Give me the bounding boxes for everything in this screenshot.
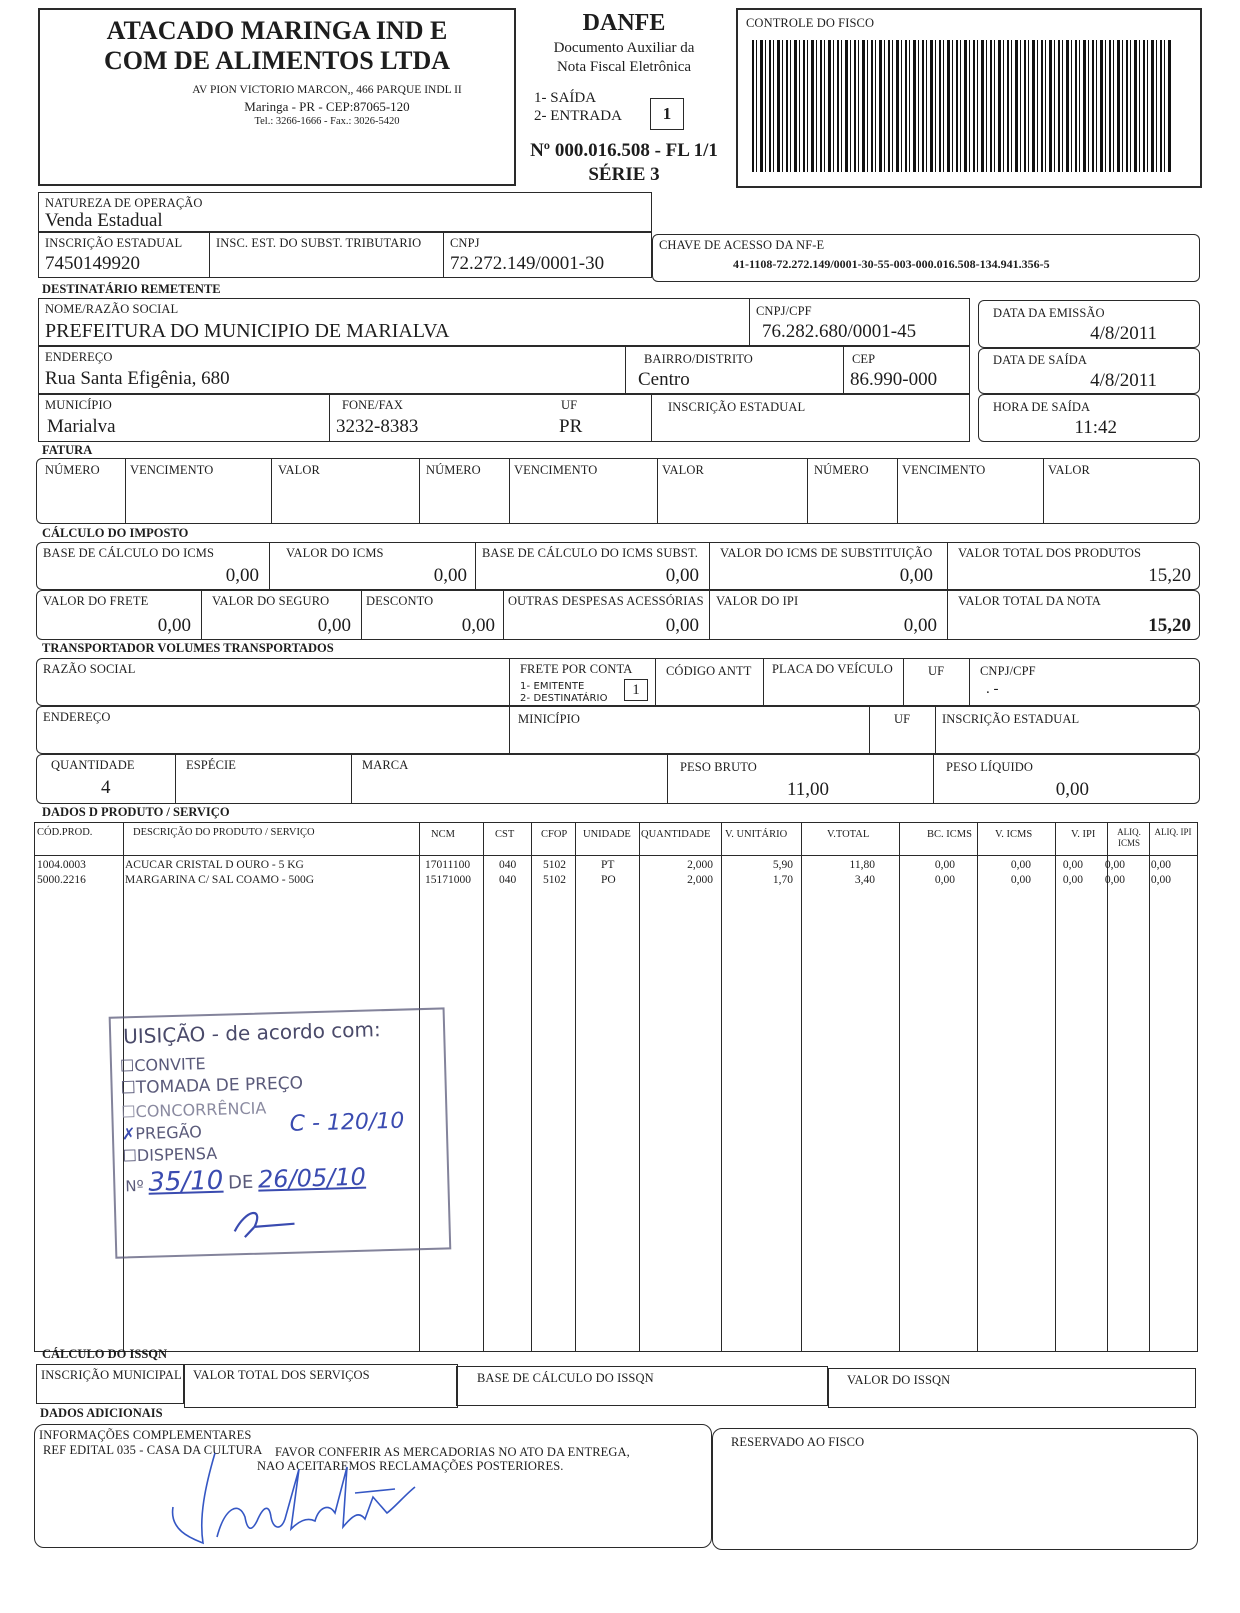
danfe-subtitle1: Documento Auxiliar da [553, 40, 695, 56]
cell-qtd: 2,000 [687, 874, 713, 886]
ie-value: 7450149920 [45, 253, 140, 274]
desconto-value: 0,00 [461, 615, 495, 636]
transp-uf2-label: UF [894, 712, 911, 726]
hora-box [978, 394, 1200, 442]
danfe-title: DANFE [582, 10, 666, 36]
stamp-title: UISIÇÃO - de acordo com: [122, 1017, 381, 1049]
issuer-cnpj-label: CNPJ [450, 236, 480, 250]
col-vicms [977, 823, 978, 1351]
imposto-cell [503, 591, 709, 639]
stamp-check-icon: ✗ [121, 1124, 136, 1144]
transp-cell [903, 659, 969, 705]
fatura-box [36, 458, 1200, 524]
endereco-label: ENDEREÇO [45, 350, 113, 364]
emissao-value: 4/8/2011 [1090, 323, 1157, 344]
cell-unidade: PO [601, 874, 616, 886]
base-icms-label: BASE DE CÁLCULO DO ICMS [43, 546, 215, 560]
products-header-line [35, 855, 1197, 856]
valor-st-value: 0,00 [899, 565, 933, 586]
ph-desc: DESCRIÇÃO DO PRODUTO / SERVIÇO [133, 827, 315, 838]
transp-endereco-label: ENDEREÇO [43, 710, 111, 724]
transp-cell [969, 659, 1199, 705]
bairro-cell [625, 347, 843, 393]
danfe-subtitle2: Nota Fiscal Eletrônica [556, 59, 692, 75]
transp-cell [935, 707, 1199, 753]
fatura-numero-2: NÚMERO [426, 463, 481, 477]
transport-row2 [36, 706, 1200, 754]
imposto-cell [709, 543, 943, 589]
recipient-row1 [38, 298, 970, 346]
info-box [34, 1424, 712, 1548]
info-note2: NAO ACEITAREMOS RECLAMAÇÕES POSTERIORES. [257, 1459, 564, 1473]
fatura-col [807, 459, 897, 523]
recipient-cnpj-cell [749, 299, 969, 345]
transp-frete-label: FRETE POR CONTA [520, 662, 633, 676]
chave-value: 41-1108-72.272.149/0001-30-55-003-000.016.508-134.941.356-5 [733, 257, 1050, 271]
transp-especie-label: ESPÉCIE [186, 758, 237, 772]
fone-cell [329, 395, 549, 441]
uf-label: UF [561, 398, 578, 412]
transp-peso-bruto-value: 11,00 [786, 779, 829, 800]
transp-placa-label: PLACA DO VEÍCULO [772, 662, 893, 676]
fatura-vencimento-2: VENCIMENTO [514, 463, 598, 477]
fatura-valor-1: VALOR [278, 463, 320, 477]
col-cfop [531, 823, 532, 1351]
stamp-option-dispensa: ☐DISPENSA [122, 1143, 218, 1166]
issuer-phones: Tel.: 3266-1666 - Fax.: 3026-5420 [254, 116, 400, 127]
transp-cell [509, 707, 869, 753]
transport-section-title: TRANSPORTADOR VOLUMES TRANSPORTADOS [42, 641, 334, 655]
col-vunit [721, 823, 722, 1351]
fatura-valor-3: VALOR [1048, 463, 1090, 477]
transp-cell [175, 755, 351, 803]
table-row [35, 859, 1197, 874]
emissao-label: DATA DA EMISSÃO [993, 306, 1105, 320]
stamp-opt4-label: PREGÃO [135, 1122, 203, 1144]
frete-value: 0,00 [157, 615, 191, 636]
transp-municipio-label: MINICÍPIO [518, 712, 581, 726]
uf-value: PR [559, 416, 583, 437]
fatura-numero-3: NÚMERO [814, 463, 869, 477]
stamp-opt1-label: CONVITE [134, 1054, 206, 1076]
ph-vunit: V. UNITÁRIO [725, 829, 788, 840]
transp-frete-opt2: 2- DESTINATÁRIO [520, 693, 608, 704]
outras-label: OUTRAS DESPESAS ACESSÓRIAS [508, 594, 704, 608]
ie-st-cell [209, 233, 439, 277]
stamp-opt3-label: CONCORRÊNCIA [135, 1098, 267, 1122]
issuer-box [38, 8, 516, 186]
fatura-col [419, 459, 509, 523]
fatura-col [657, 459, 807, 523]
issqn-base-cell [456, 1366, 828, 1406]
natureza-value: Venda Estadual [45, 210, 163, 231]
cell-cfop: 5102 [543, 859, 566, 871]
ipi-label: VALOR DO IPI [716, 594, 799, 608]
ph-aliq-icms: ALIQ. ICMS [1117, 827, 1141, 848]
stamp-no-value: 35/10 [147, 1165, 224, 1198]
desconto-label: DESCONTO [366, 594, 434, 608]
col-cst [483, 823, 484, 1351]
fone-value: 3232-8383 [336, 416, 419, 437]
stamp-opt5-label: DISPENSA [136, 1143, 218, 1166]
ph-vtotal: V.TOTAL [827, 829, 870, 840]
cell-aliq-icms: 0,00 [1104, 874, 1125, 886]
recipient-section-title: DESTINATÁRIO REMETENTE [42, 282, 221, 296]
transp-qtd-label: QUANTIDADE [51, 758, 135, 772]
transp-cell [667, 755, 929, 803]
ie-row [38, 232, 652, 278]
natureza-label: NATUREZA DE OPERAÇÃO [45, 196, 203, 210]
fatura-vencimento-3: VENCIMENTO [902, 463, 986, 477]
imposto-cell [201, 591, 361, 639]
issqn-valor-label: VALOR DO ISSQN [847, 1373, 951, 1387]
cell-desc: ACUCAR CRISTAL D OURO - 5 KG [125, 859, 304, 871]
fone-label: FONE/FAX [342, 398, 403, 412]
cell-bcicms: 0,00 [934, 859, 955, 871]
additional-section-title: DADOS ADICIONAIS [40, 1406, 163, 1420]
transp-razao-label: RAZÃO SOCIAL [43, 662, 136, 676]
recipient-ie-label: INSCRIÇÃO ESTADUAL [668, 400, 806, 414]
transp-cell [933, 755, 1199, 803]
imposto-cell [709, 591, 947, 639]
saida-label: DATA DE SAÍDA [993, 353, 1088, 367]
danfe-type-box: 1 [650, 98, 684, 130]
chave-box [652, 234, 1200, 282]
imposto-row1 [36, 542, 1200, 590]
info-label: INFORMAÇÕES COMPLEMENTARES [39, 1428, 252, 1442]
stamp-option-pregao [122, 1122, 202, 1143]
table-row [35, 874, 1197, 889]
saida-box [978, 348, 1200, 394]
transp-antt-label: CÓDIGO ANTT [666, 664, 752, 678]
transp-frete-value: 1 [624, 679, 648, 701]
imposto-section-title: CÁLCULO DO IMPOSTO [42, 526, 189, 540]
ph-cst: CST [495, 829, 515, 840]
stamp-de-label: DE [227, 1171, 254, 1194]
stamp-date-value: 26/05/10 [257, 1162, 367, 1194]
ph-vicms: V. ICMS [995, 829, 1033, 840]
cell-unidade: PT [601, 859, 615, 871]
imposto-cell [947, 543, 1199, 589]
fatura-col [125, 459, 271, 523]
fisco-control-label: CONTROLE DO FISCO [746, 16, 875, 30]
imposto-cell [475, 543, 709, 589]
ph-unidade: UNIDADE [583, 829, 631, 840]
frete-label: VALOR DO FRETE [43, 594, 149, 608]
recipient-cnpj-value: 76.282.680/0001-45 [762, 321, 917, 342]
danfe-block [518, 8, 730, 188]
cell-aliq-ipi: 0,00 [1150, 874, 1171, 886]
col-vipi [1055, 823, 1056, 1351]
reservado-box [712, 1428, 1198, 1550]
transp-peso-liq-label: PESO LÍQUIDO [946, 760, 1033, 774]
base-st-value: 0,00 [665, 565, 699, 586]
issqn-base-label: BASE DE CÁLCULO DO ISSQN [477, 1371, 654, 1385]
col-qtd [639, 823, 640, 1351]
stamp-opt2-label: TOMADA DE PREÇO [135, 1073, 304, 1099]
municipio-value: Marialva [47, 416, 116, 437]
issqn-im-cell [36, 1364, 184, 1404]
cell-bcicms: 0,00 [934, 874, 955, 886]
col-bcicms [899, 823, 900, 1351]
uf-cell [549, 395, 651, 441]
cell-aliq-ipi: 0,00 [1150, 859, 1171, 871]
transp-peso-bruto-label: PESO BRUTO [680, 760, 757, 774]
issqn-im-label: INSCRIÇÃO MUNICIPAL [41, 1368, 182, 1382]
transp-cnpj-value: . - [986, 681, 999, 697]
cell-qtd: 2,000 [687, 859, 713, 871]
issqn-box [36, 1364, 1196, 1408]
recipient-nome-value: PREFEITURA DO MUNICIPIO DE MARIALVA [45, 320, 450, 342]
bairro-label: BAIRRO/DISTRITO [644, 352, 753, 366]
imposto-cell [947, 591, 1199, 639]
issuer-cnpj-value: 72.272.149/0001-30 [450, 253, 605, 274]
transp-cell [655, 659, 763, 705]
col-aliq-ipi [1149, 823, 1150, 1351]
cell-vipi: 0,00 [1062, 874, 1083, 886]
emissao-box [978, 300, 1200, 348]
transp-peso-liq-value: 0,00 [1055, 779, 1089, 800]
valor-icms-label: VALOR DO ICMS [286, 546, 384, 560]
fatura-col [897, 459, 1043, 523]
cell-vicms: 0,00 [1010, 859, 1031, 871]
transp-cell [351, 755, 663, 803]
cell-cst: 040 [499, 859, 517, 871]
cell-vipi: 0,00 [1062, 859, 1083, 871]
cell-cst: 040 [499, 874, 517, 886]
fatura-valor-2: VALOR [662, 463, 704, 477]
cell-cod: 1004.0003 [37, 859, 86, 871]
signature [159, 1447, 429, 1547]
recipient-nome-label: NOME/RAZÃO SOCIAL [45, 302, 179, 316]
ph-ncm: NCM [431, 829, 455, 840]
ph-aliq-ipi: ALIQ. IPI [1154, 827, 1192, 837]
cep-label: CEP [852, 352, 876, 366]
issqn-valor-cell [828, 1368, 1196, 1408]
recipient-row2 [38, 346, 970, 394]
reservado-label: RESERVADO AO FISCO [731, 1435, 865, 1449]
products-section-title: DADOS D PRODUTO / SERVIÇO [42, 805, 230, 819]
cell-ncm: 17011100 [425, 859, 471, 871]
cell-vtotal: 11,80 [849, 859, 875, 871]
cell-vunit: 5,90 [772, 859, 793, 871]
cell-vtotal: 3,40 [854, 874, 875, 886]
cep-cell [843, 347, 969, 393]
ph-bcicms: BC. ICMS [927, 829, 972, 840]
chave-label: CHAVE DE ACESSO DA NF-E [659, 238, 825, 252]
stamp-option-concorrencia: ☐CONCORRÊNCIA [121, 1098, 267, 1122]
recipient-row3 [38, 394, 970, 442]
municipio-label: MUNICÍPIO [45, 398, 112, 412]
fatura-col [271, 459, 419, 523]
transp-marca-label: MARCA [362, 758, 409, 772]
issqn-section-title: CÁLCULO DO ISSQN [42, 1347, 168, 1361]
valor-st-label: VALOR DO ICMS DE SUBSTITUIÇÃO [720, 546, 933, 560]
seguro-label: VALOR DO SEGURO [212, 594, 330, 608]
outras-value: 0,00 [665, 615, 699, 636]
total-nota-value: 15,20 [1148, 615, 1191, 636]
total-nota-label: VALOR TOTAL DA NOTA [958, 594, 1101, 608]
stamp-option-tomada: ☐TOMADA DE PREÇO [120, 1073, 304, 1099]
danfe-option-saida: 1- SAÍDA [534, 90, 597, 106]
transp-qtd-value: 4 [101, 777, 111, 798]
hora-value: 11:42 [1074, 417, 1117, 438]
cell-cod: 5000.2216 [37, 874, 86, 886]
transp-cell [869, 707, 935, 753]
stamp-hand-code: C - 120/10 [289, 1108, 405, 1137]
total-produtos-label: VALOR TOTAL DOS PRODUTOS [958, 546, 1142, 560]
barcode [752, 40, 1172, 172]
stamp-option-convite: ☐CONVITE [119, 1054, 206, 1076]
stamp-initial-scribble [224, 1201, 305, 1243]
transp-frete-cell [509, 659, 655, 705]
cell-aliq-icms: 0,00 [1104, 859, 1125, 871]
ph-cfop: CFOP [541, 829, 568, 840]
transp-cnpj-label: CNPJ/CPF [980, 664, 1036, 678]
recipient-cnpj-label: CNPJ/CPF [756, 304, 812, 318]
cell-vunit: 1,70 [772, 874, 793, 886]
seguro-value: 0,00 [317, 615, 351, 636]
cell-cfop: 5102 [543, 874, 566, 886]
ph-cod: CÓD.PROD. [37, 827, 93, 838]
fatura-section-title: FATURA [42, 443, 93, 457]
fatura-numero-1: NÚMERO [45, 463, 100, 477]
base-icms-value: 0,00 [225, 565, 259, 586]
cell-ncm: 15171000 [425, 874, 471, 886]
issuer-city: Maringa - PR - CEP:87065-120 [244, 99, 410, 114]
imposto-row2 [36, 590, 1200, 640]
col-vtotal [801, 823, 802, 1351]
issuer-address: AV PION VICTORIO MARCON,, 466 PARQUE INDL II [192, 84, 462, 96]
fisco-control-box [736, 8, 1202, 188]
ie-st-label: INSC. EST. DO SUBST. TRIBUTARIO [216, 236, 422, 250]
ie-label: INSCRIÇÃO ESTADUAL [45, 236, 183, 250]
cep-value: 86.990-000 [850, 369, 938, 390]
issuer-name-line2: COM DE ALIMENTOS LTDA [103, 46, 451, 75]
cell-desc: MARGARINA C/ SAL COAMO - 500G [125, 874, 315, 886]
transp-frete-opt1: 1- EMITENTE [520, 681, 585, 692]
procurement-stamp [109, 1007, 456, 1261]
base-st-label: BASE DE CÁLCULO DO ICMS SUBST. [482, 546, 698, 560]
issuer-name-line1: ATACADO MARINGA IND E [106, 16, 448, 45]
transp-cell [763, 659, 903, 705]
fatura-col [1043, 459, 1199, 523]
transp-uf-label: UF [928, 664, 945, 678]
cell-vicms: 0,00 [1010, 874, 1031, 886]
saida-value: 4/8/2011 [1090, 370, 1157, 391]
transport-row1 [36, 658, 1200, 706]
issqn-total-label: VALOR TOTAL DOS SERVIÇOS [193, 1368, 370, 1382]
danfe-option-entrada: 2- ENTRADA [534, 108, 622, 124]
info-line1: REF EDITAL 035 - CASA DA CULTURA [43, 1443, 263, 1457]
transp-ie-label: INSCRIÇÃO ESTADUAL [942, 712, 1080, 726]
total-produtos-value: 15,20 [1148, 565, 1191, 586]
recipient-ie-cell [651, 395, 969, 441]
transport-row3 [36, 754, 1200, 804]
danfe-series: SÉRIE 3 [588, 164, 660, 185]
imposto-cell [361, 591, 503, 639]
col-unidade [575, 823, 576, 1351]
col-aliq-icms [1107, 823, 1108, 1351]
danfe-number: Nº 000.016.508 - FL 1/1 [530, 140, 718, 161]
ph-qtd: QUANTIDADE [641, 829, 711, 840]
info-note1: FAVOR CONFERIR AS MERCADORIAS NO ATO DA ENTREGA, [275, 1445, 630, 1459]
issqn-total-cell [184, 1364, 458, 1408]
bairro-value: Centro [638, 369, 690, 390]
ipi-value: 0,00 [903, 615, 937, 636]
cnpj-cell [443, 233, 651, 277]
ph-vipi: V. IPI [1071, 829, 1096, 840]
natureza-box [38, 192, 652, 232]
endereco-value: Rua Santa Efigênia, 680 [45, 368, 230, 389]
valor-icms-value: 0,00 [433, 565, 467, 586]
hora-label: HORA DE SAÍDA [993, 400, 1091, 414]
stamp-no-prefix: Nº [125, 1176, 144, 1196]
fatura-col [509, 459, 657, 523]
fatura-vencimento-1: VENCIMENTO [130, 463, 214, 477]
imposto-cell [269, 543, 475, 589]
